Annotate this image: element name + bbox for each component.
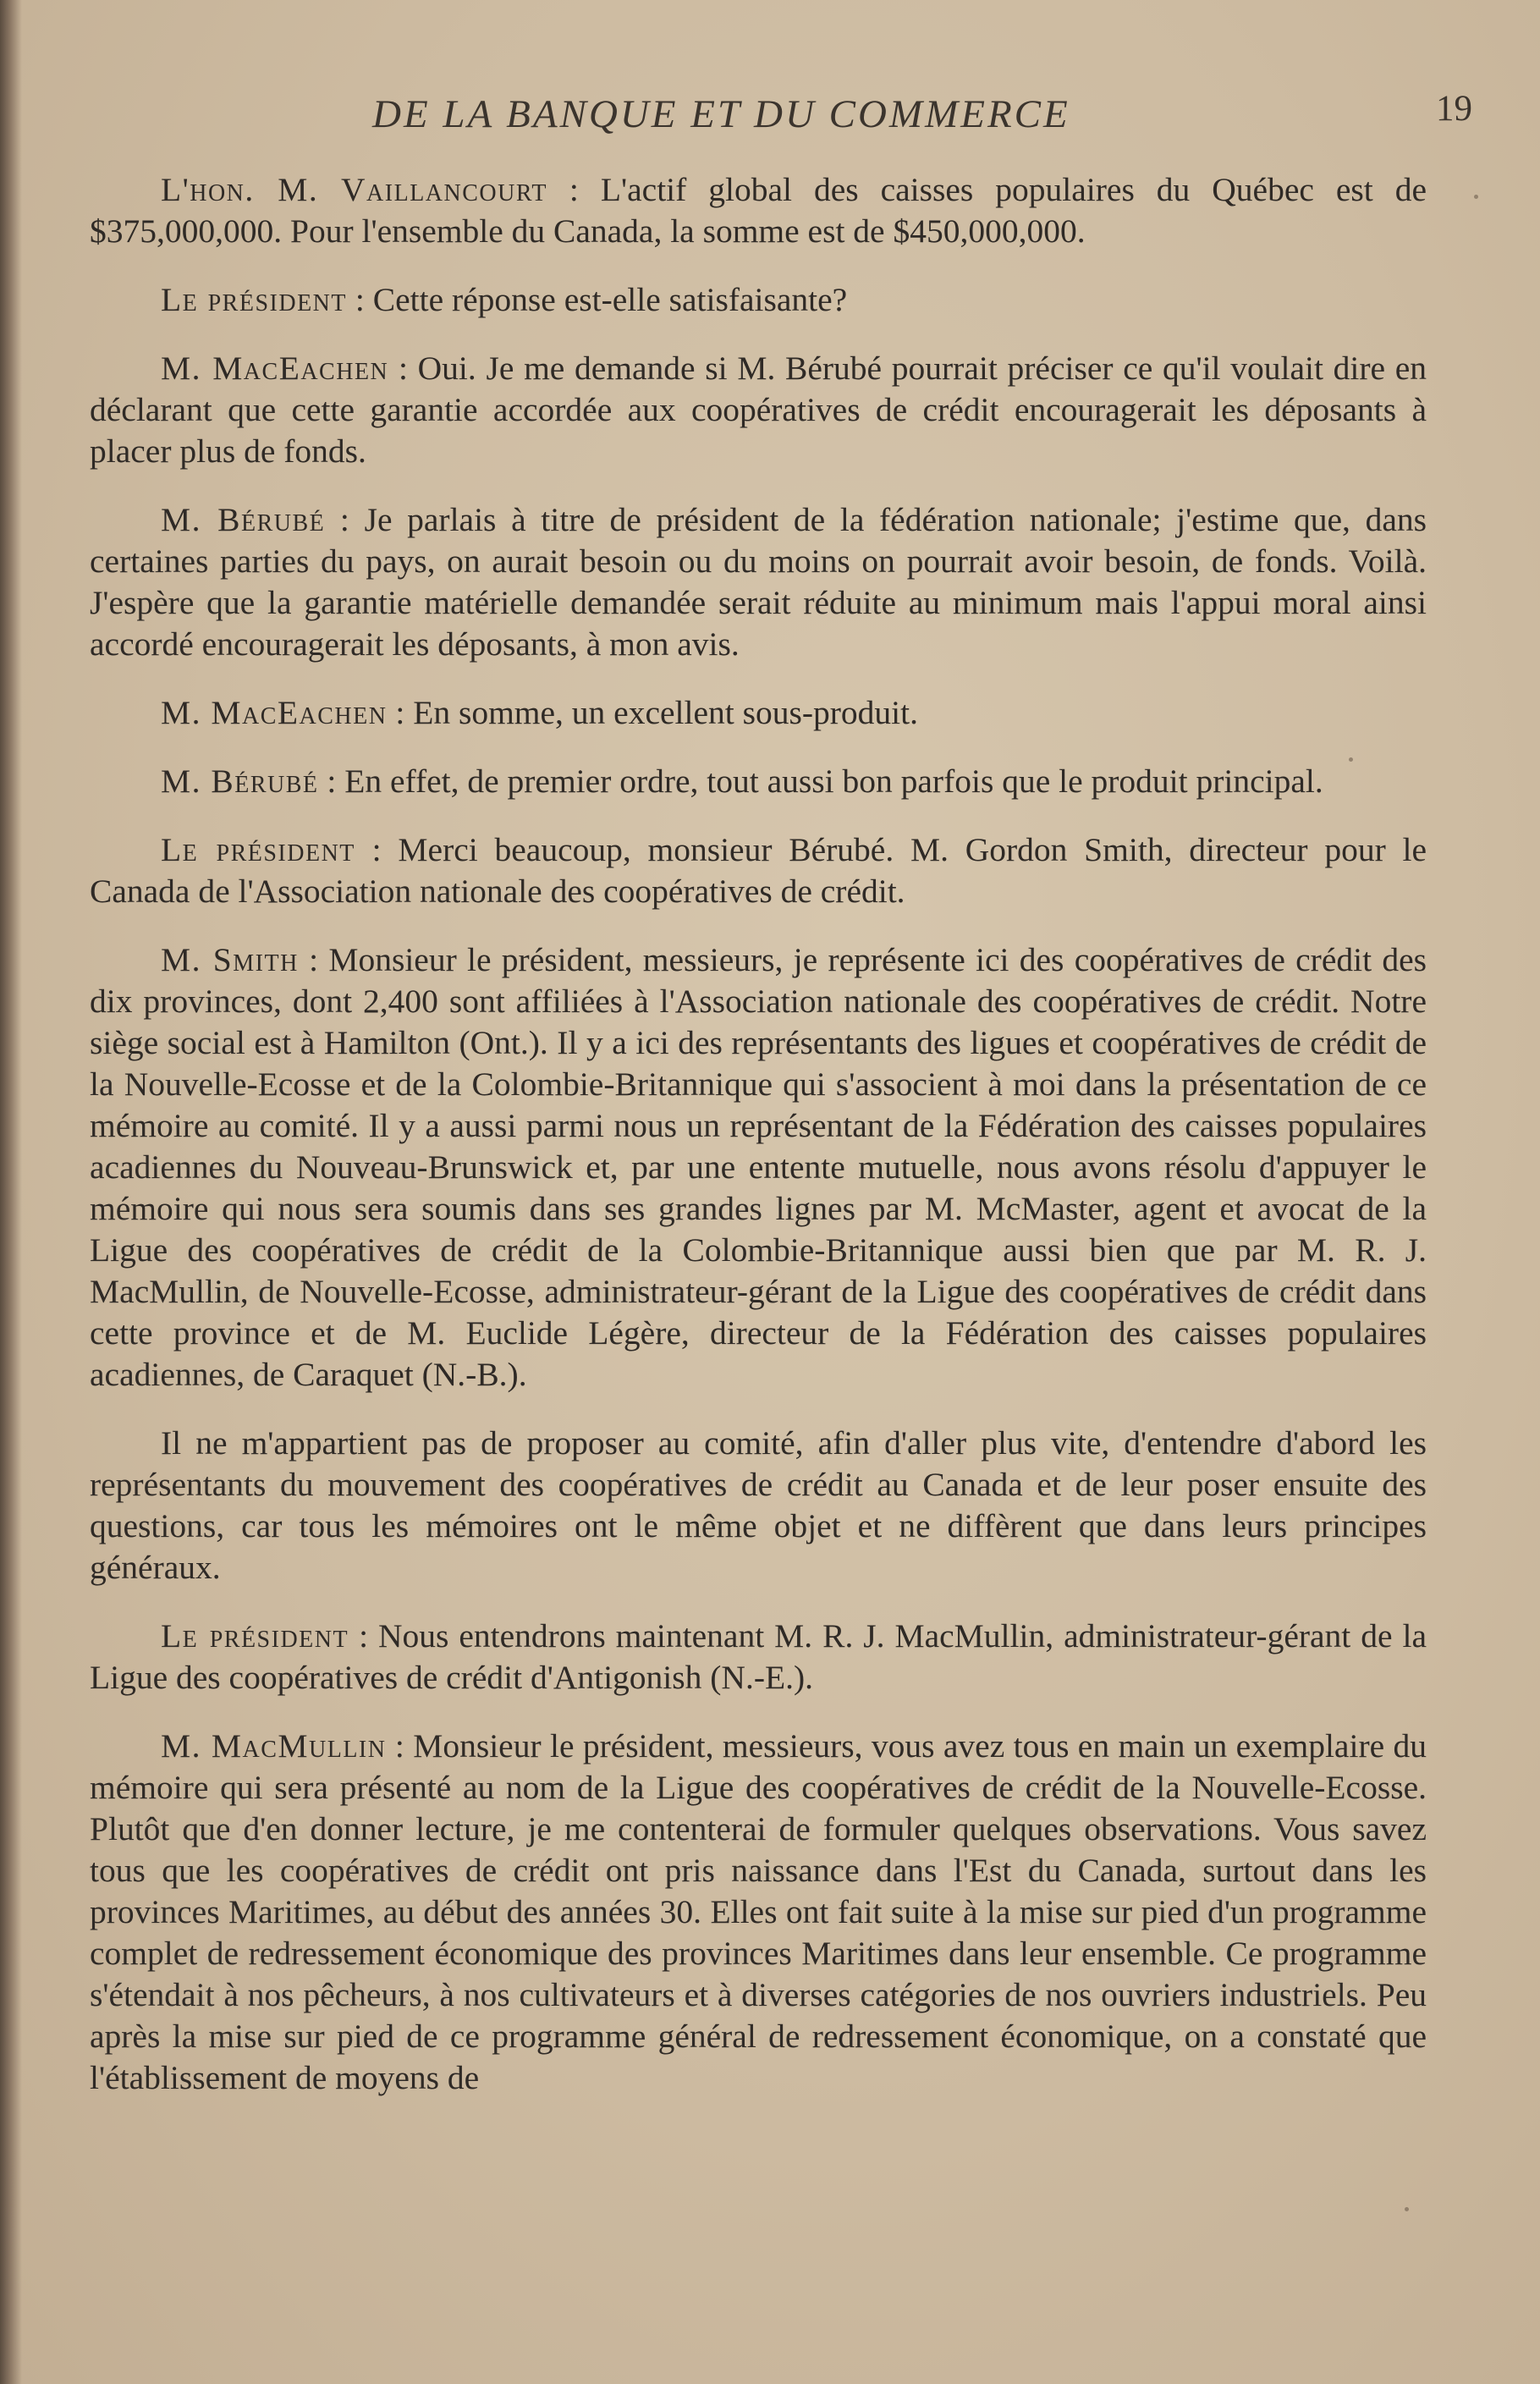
speaker-name: Le président [161, 831, 355, 868]
body-text [90, 169, 1427, 2126]
paragraph-text: En somme, un excellent sous-produit. [413, 694, 918, 731]
binding-shadow [0, 0, 22, 2384]
paragraph-text: L'actif global des caisses populaires du Québec est de $375,000,000. Pour l'ensemble du Canada, la somme est de $450,000,000. [90, 171, 1427, 250]
paragraph-text: Il ne m'appartient pas de proposer au comité, afin d'aller plus vite, d'entendre d'abord les représentants du mouvement des coopératives de crédit au Canada et de leur poser ensuite des questions, car tous les mémoires ont le même objet et ne diffèrent que dans leurs principes généraux. [90, 1424, 1427, 1586]
paragraph: M. Smith : Monsieur le président, messieurs, je représente ici des coopératives de crédit des dix provinces, dont 2,400 sont affiliées à l'Association nationale des coopératives de crédit. Notre siège social est à Hamilton (Ont.). Il y a ici des représentants des ligues et coopératives de crédit de la Nouvelle-Ecosse et de la Colombie-Britannique qui s'associent à moi dans la présentation de ce mémoire au comité. Il y a aussi parmi nous un représentant de la Fédération des caisses populaires acadiennes du Nouveau-Brunswick et, par une entente mutuelle, nous avons résolu d'appuyer le mémoire qui nous sera soumis dans ses grandes lignes par M. McMaster, agent et avocat de la Ligue des coopératives de crédit de la Colombie-Britannique aussi bien que par M. R. J. MacMullin, de Nouvelle-Ecosse, administrateur-gérant de la Ligue des coopératives de crédit dans cette province et de M. Euclide Légère, directeur de la Fédération des caisses populaires acadiennes, de Caraquet (N.-B.). [90, 941, 1427, 1393]
paragraph-text: Monsieur le président, messieurs, je représente ici des coopératives de crédit des dix provinces, dont 2,400 sont affiliées à l'Association nationale des coopératives de crédit. Notre siège social est à Hamilton (Ont.). Il y a ici des représentants des ligues et coopératives de crédit de la Nouvelle-Ecosse et de la Colombie-Britannique qui s'associent à moi dans la présentation de ce mémoire au comité. Il y a aussi parmi nous un représentant de la Fédération des caisses populaires acadiennes du Nouveau-Brunswick et, par une entente mutuelle, nous avons résolu d'appuyer le mémoire qui nous sera soumis dans ses grandes lignes par M. McMaster, agent et avocat de la Ligue des coopératives de crédit de la Colombie-Britannique aussi bien que par M. R. J. MacMullin, de Nouvelle-Ecosse, administrateur-gérant de la Ligue des coopératives de crédit dans cette province et de M. Euclide Légère, directeur de la Fédération des caisses populaires acadiennes, de Caraquet (N.-B.). [90, 941, 1427, 1393]
paragraph: Le président : Cette réponse est-elle satisfaisante? [161, 281, 848, 318]
paragraph-text: Nous entendrons maintenant M. R. J. MacMullin, administrateur-gérant de la Ligue des coopératives de crédit d'Antigonish (N.-E.). [90, 1617, 1427, 1696]
paragraph: M. Bérubé : Je parlais à titre de président de la fédération nationale; j'estime que, dans certaines parties du pays, on aurait besoin ou du moins on pourrait avoir besoin, de fonds. Voilà. J'espère que la garantie matérielle demandée serait réduite au minimum mais l'appui moral ainsi accordé encouragerait les déposants, à mon avis. [90, 501, 1427, 663]
speaker-name: M. MacEachen [161, 350, 389, 387]
speaker-name: M. Smith [161, 941, 299, 978]
paragraph: M. MacEachen : Oui. Je me demande si M. Bérubé pourrait préciser ce qu'il voulait dire en déclarant que cette garantie accordée aux coopératives de crédit encouragerait les déposants à placer plus de fonds. [90, 350, 1427, 470]
paragraph-text: Monsieur le président, messieurs, vous avez tous en main un exemplaire du mémoire qui sera présenté au nom de la Ligue des coopératives de crédit de la Nouvelle-Ecosse. Plutôt que d'en donner lecture, je me contenterai de formuler quelques observations. Vous savez tous que les coopératives de crédit ont pris naissance dans l'Est du Canada, surtout dans les provinces Maritimes, au début des années 30. Elles ont fait suite à la mise sur pied d'un programme complet de redressement économique des provinces Maritimes dans leur ensemble. Ce programme s'étendait à nos pêcheurs, à nos cultivateurs et à diverses catégories de nos ouvriers industriels. Peu après la mise sur pied de ce programme général de redressement économique, on a constaté que l'établissement de moyens de [90, 1727, 1427, 2096]
paragraph-text: Merci beaucoup, monsieur Bérubé. M. Gordon Smith, directeur pour le Canada de l'Association nationale des coopératives de crédit. [90, 831, 1427, 910]
paragraph: M. MacEachen : En somme, un excellent sous-produit. [161, 694, 918, 731]
speaker-name: M. MacEachen [161, 694, 388, 731]
paragraph: M. Bérubé : En effet, de premier ordre, tout aussi bon parfois que le produit principal. [161, 763, 1323, 800]
speaker-name: M. Bérubé [161, 501, 326, 538]
paragraph: Le président : Merci beaucoup, monsieur Bérubé. M. Gordon Smith, directeur pour le Canada de l'Association nationale des coopératives de crédit. [90, 831, 1427, 910]
speaker-name: M. MacMullin [161, 1727, 387, 1765]
paper-speck [1474, 195, 1478, 199]
paragraph-text: Oui. Je me demande si M. Bérubé pourrait préciser ce qu'il voulait dire en déclarant que cette garantie accordée aux coopératives de crédit encouragerait les déposants à placer plus de fonds. [90, 350, 1427, 470]
paragraph [90, 1423, 1427, 1588]
speaker-name: L'hon. M. Vaillancourt [161, 171, 547, 208]
running-title: DE LA BANQUE ET DU COMMERCE [372, 92, 1070, 136]
paragraph-text: Je parlais à titre de président de la fédération nationale; j'estime que, dans certaines parties du pays, on aurait besoin ou du moins on pourrait avoir besoin, de fonds. Voilà. J'espère que la garantie matérielle demandée serait réduite au minimum mais l'appui moral ainsi accordé encouragerait les déposants, à mon avis. [90, 501, 1427, 663]
speaker-name: Le président [161, 281, 348, 318]
speaker-name: Le président [161, 1617, 349, 1654]
paper-speck [1405, 2207, 1409, 2211]
paragraph: L'hon. M. Vaillancourt : L'actif global des caisses populaires du Québec est de $375,000,000. Pour l'ensemble du Canada, la somme est de $450,000,000. [90, 171, 1427, 250]
paragraph: M. MacMullin : Monsieur le président, messieurs, vous avez tous en main un exemplaire du mémoire qui sera présenté au nom de la Ligue des coopératives de crédit de la Nouvelle-Ecosse. Plutôt que d'en donner lecture, je me contenterai de formuler quelques observations. Vous savez tous que les coopératives de crédit ont pris naissance dans l'Est du Canada, surtout dans les provinces Maritimes, au début des années 30. Elles ont fait suite à la mise sur pied d'un programme complet de redressement économique des provinces Maritimes dans leur ensemble. Ce programme s'étendait à nos pêcheurs, à nos cultivateurs et à diverses catégories de nos ouvriers industriels. Peu après la mise sur pied de ce programme général de redressement économique, on a constaté que l'établissement de moyens de [90, 1727, 1427, 2096]
paragraph: Le président : Nous entendrons maintenant M. R. J. MacMullin, administrateur-gérant de la Ligue des coopératives de crédit d'Antigonish (N.-E.). [90, 1617, 1427, 1696]
page-number: 19 [1436, 89, 1472, 129]
speaker-name: M. Bérubé [161, 763, 319, 800]
paragraph-text: Cette réponse est-elle satisfaisante? [372, 281, 848, 318]
running-head [85, 91, 1472, 142]
paragraph-text: En effet, de premier ordre, tout aussi bon parfois que le produit principal. [344, 763, 1323, 800]
